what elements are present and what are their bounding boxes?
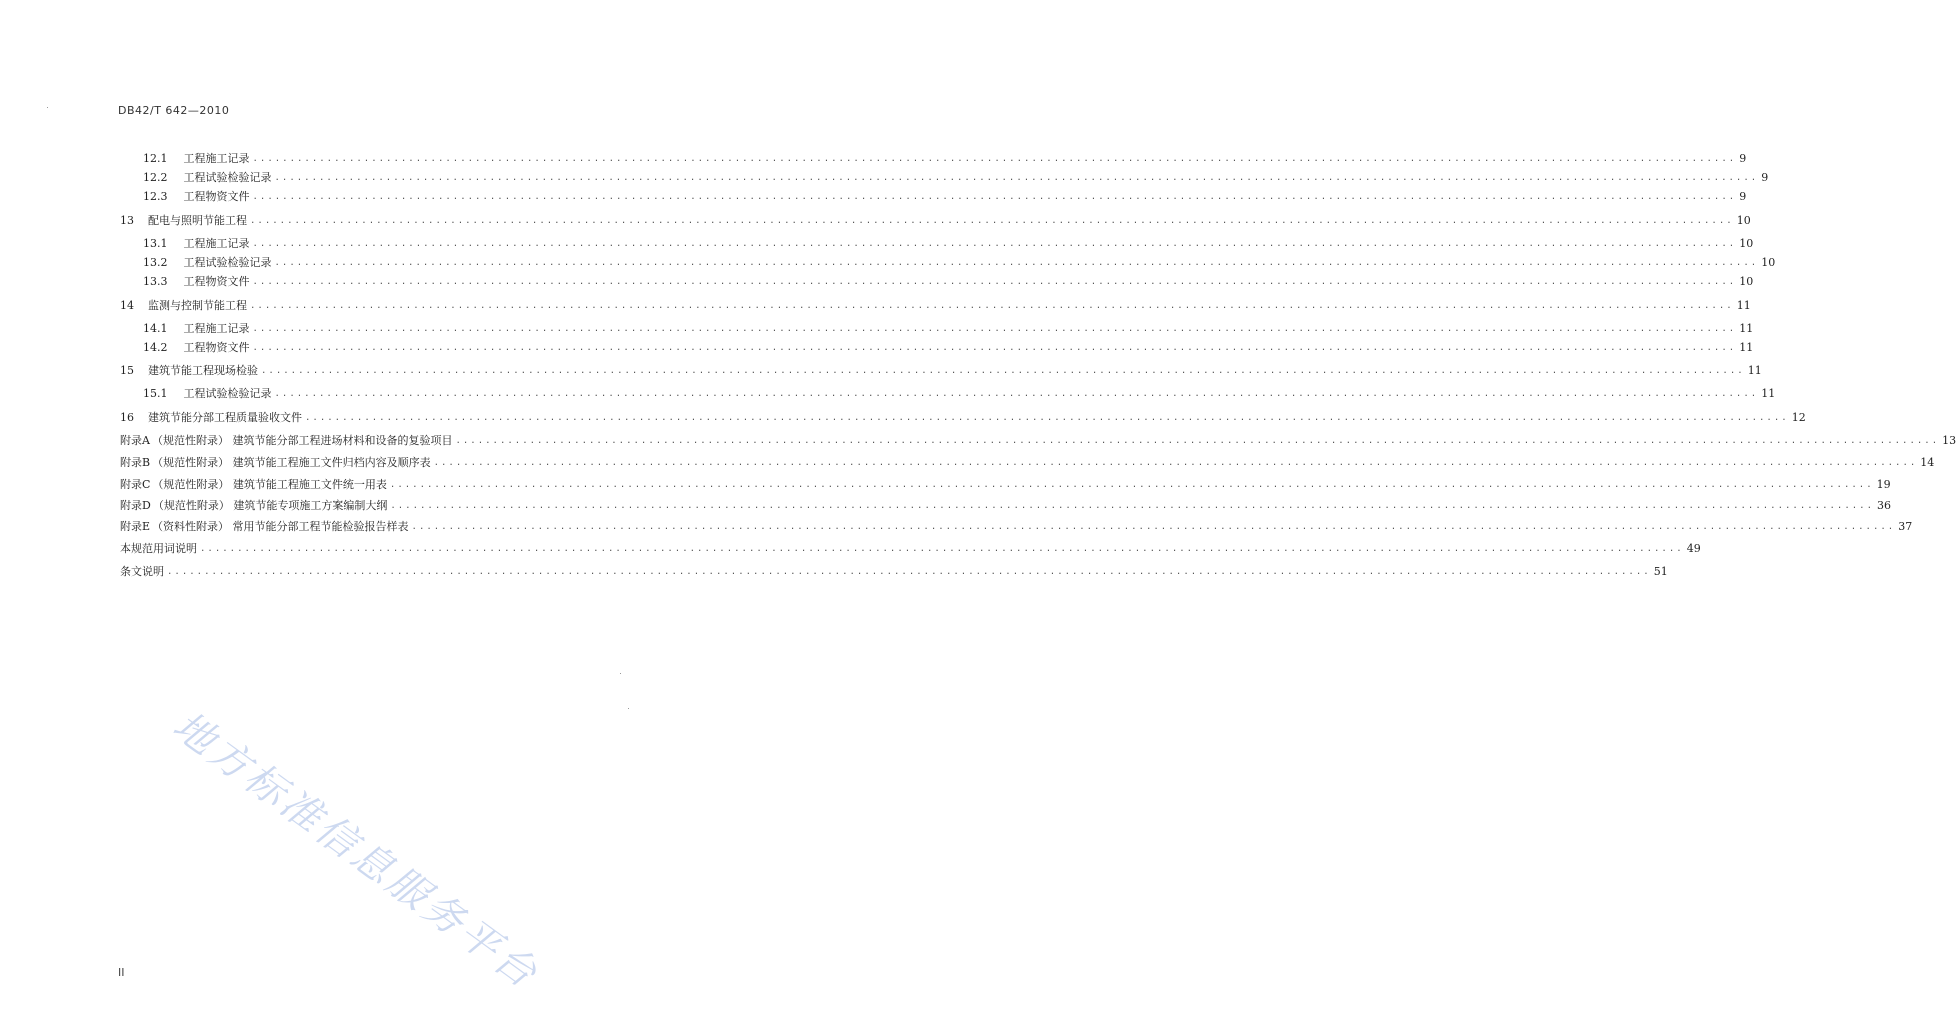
toc-entry-page-number: 37: [1898, 520, 1913, 533]
toc-leader-dots: ........................................................................................................................................................................................................: [250, 301, 1734, 311]
toc-leader-dots: ........................................................................................................................................................................................................: [274, 173, 1759, 183]
toc-entry-number: 14.1: [143, 322, 168, 335]
toc-entry: [120, 520, 1913, 534]
toc-leader-dots: ........................................................................................................................................................................................................: [411, 522, 1896, 532]
toc-entry-number: 附录E: [120, 520, 151, 533]
toc-entry: [120, 542, 1701, 556]
toc-entry: [120, 299, 1751, 313]
toc-entry: [143, 237, 1754, 251]
toc-leader-dots: ........................................................................................................................................................................................................: [200, 544, 1684, 554]
toc-entry-number: 16: [120, 411, 134, 424]
toc-entry-title: （规范性附录） 建筑节能工程施工文件统一用表: [152, 478, 387, 491]
toc-entry-title: 工程施工记录: [183, 322, 250, 335]
toc-entry-page-number: 19: [1876, 478, 1891, 491]
toc-entry-title: 监测与控制节能工程: [148, 299, 247, 312]
toc-entry-number: 13.2: [143, 256, 168, 269]
scan-speck: [620, 673, 621, 674]
toc-entry-title: 工程试验检验记录: [183, 256, 272, 269]
toc-entry: [120, 214, 1751, 228]
toc-entry-number: 附录B: [120, 456, 151, 469]
toc-entry-number: 13: [120, 214, 134, 227]
toc-entry-title: 工程施工记录: [183, 237, 250, 250]
toc-entry-page-number: 10: [1761, 256, 1776, 269]
toc-entry-title: （资料性附录） 常用节能分部工程节能检验报告样表: [152, 520, 409, 533]
toc-leader-dots: ........................................................................................................................................................................................................: [250, 216, 1734, 226]
toc-entry: [120, 499, 1892, 513]
toc-entry-page-number: 9: [1739, 152, 1747, 165]
toc-entry-title: 条文说明: [120, 565, 164, 578]
toc-leader-dots: ........................................................................................................................................................................................................: [274, 258, 1759, 268]
toc-entry-number: 12.2: [143, 171, 168, 184]
toc-entry-title: （规范性附录） 建筑节能专项施工方案编制大纲: [152, 499, 388, 512]
toc-entry-number: 12.1: [143, 152, 168, 165]
toc-entry-number: 12.3: [143, 190, 168, 203]
toc-entry-page-number: 36: [1877, 499, 1892, 512]
toc-leader-dots: ........................................................................................................................................................................................................: [167, 567, 1651, 577]
toc-entry-title: 工程施工记录: [183, 152, 250, 165]
toc-entry-page-number: 9: [1739, 190, 1747, 203]
watermark-text: 地方标准信息服务平台: [164, 702, 548, 999]
toc-entry-number: 附录C: [120, 478, 151, 491]
toc-entry-title: （规范性附录） 建筑节能分部工程进场材料和设备的复验项目: [151, 434, 453, 447]
toc-entry-page-number: 11: [1747, 364, 1762, 377]
toc-entry-title: 工程试验检验记录: [183, 171, 272, 184]
toc-entry-page-number: 10: [1739, 275, 1754, 288]
toc-leader-dots: ........................................................................................................................................................................................................: [305, 413, 1789, 423]
toc-entry-title: 建筑节能分部工程质量验收文件: [148, 411, 302, 424]
toc-entry: [120, 411, 1806, 425]
toc-leader-dots: ........................................................................................................................................................................................................: [252, 154, 1737, 164]
toc-entry-title: 工程物资文件: [183, 275, 250, 288]
toc-entry: [120, 456, 1935, 470]
toc-entry: [120, 364, 1762, 378]
toc-entry-number: 14: [120, 299, 134, 312]
toc-entry-number: 13.1: [143, 237, 168, 250]
toc-leader-dots: ........................................................................................................................................................................................................: [261, 366, 1745, 376]
toc-leader-dots: ........................................................................................................................................................................................................: [252, 343, 1737, 353]
toc-entry-page-number: 14: [1920, 456, 1935, 469]
toc-entry-title: 工程试验检验记录: [183, 387, 272, 400]
toc-entry-page-number: 51: [1653, 565, 1668, 578]
toc-leader-dots: ........................................................................................................................................................................................................: [389, 480, 1874, 490]
toc-leader-dots: ........................................................................................................................................................................................................: [252, 277, 1737, 287]
toc-entry-page-number: 12: [1791, 411, 1806, 424]
toc-entry-page-number: 10: [1739, 237, 1754, 250]
toc-leader-dots: ........................................................................................................................................................................................................: [252, 192, 1737, 202]
toc-entry-title: 配电与照明节能工程: [148, 214, 247, 227]
toc-entry-number: 14.2: [143, 341, 168, 354]
toc-entry-page-number: 13: [1942, 434, 1956, 447]
toc-entry-page-number: 11: [1736, 299, 1751, 312]
document-code-header: DB42/T 642—2010: [118, 104, 230, 117]
toc-entry-number: 13.3: [143, 275, 168, 288]
toc-leader-dots: ........................................................................................................................................................................................................: [252, 239, 1737, 249]
toc-entry-number: 附录A: [120, 434, 150, 447]
toc-leader-dots: ........................................................................................................................................................................................................: [274, 389, 1759, 399]
toc-entry-number: 15.1: [143, 387, 168, 400]
toc-leader-dots: ........................................................................................................................................................................................................: [433, 458, 1918, 468]
toc-entry: [143, 190, 1747, 204]
toc-entry: [143, 275, 1754, 289]
scan-speck: [47, 107, 48, 108]
toc-entry-title: 工程物资文件: [183, 190, 250, 203]
toc-leader-dots: ........................................................................................................................................................................................................: [390, 501, 1875, 511]
toc-entry: [143, 152, 1747, 166]
toc-entry-number: 附录D: [120, 499, 151, 512]
page-number-footer: II: [118, 966, 125, 979]
toc-leader-dots: ........................................................................................................................................................................................................: [455, 436, 1940, 446]
toc-entry: [120, 565, 1668, 579]
toc-entry: [120, 478, 1891, 492]
toc-entry: [120, 434, 1956, 448]
toc-entry: [143, 341, 1754, 355]
toc-entry: [143, 256, 1776, 270]
toc-leader-dots: ........................................................................................................................................................................................................: [252, 324, 1737, 334]
toc-entry-title: 工程物资文件: [183, 341, 250, 354]
toc-entry-page-number: 11: [1739, 341, 1754, 354]
toc-entry-title: 本规范用词说明: [120, 542, 197, 555]
toc-entry-page-number: 11: [1739, 322, 1754, 335]
toc-entry-page-number: 11: [1761, 387, 1776, 400]
scan-speck: [628, 708, 629, 709]
toc-entry-page-number: 49: [1686, 542, 1701, 555]
toc-entry-page-number: 9: [1761, 171, 1769, 184]
toc-entry-number: 15: [120, 364, 134, 377]
toc-entry-title: （规范性附录） 建筑节能工程施工文件归档内容及顺序表: [152, 456, 431, 469]
toc-entry: [143, 387, 1776, 401]
toc-entry-page-number: 10: [1736, 214, 1751, 227]
toc-entry-title: 建筑节能工程现场检验: [148, 364, 258, 377]
toc-entry: [143, 171, 1769, 185]
toc-entry: [143, 322, 1754, 336]
